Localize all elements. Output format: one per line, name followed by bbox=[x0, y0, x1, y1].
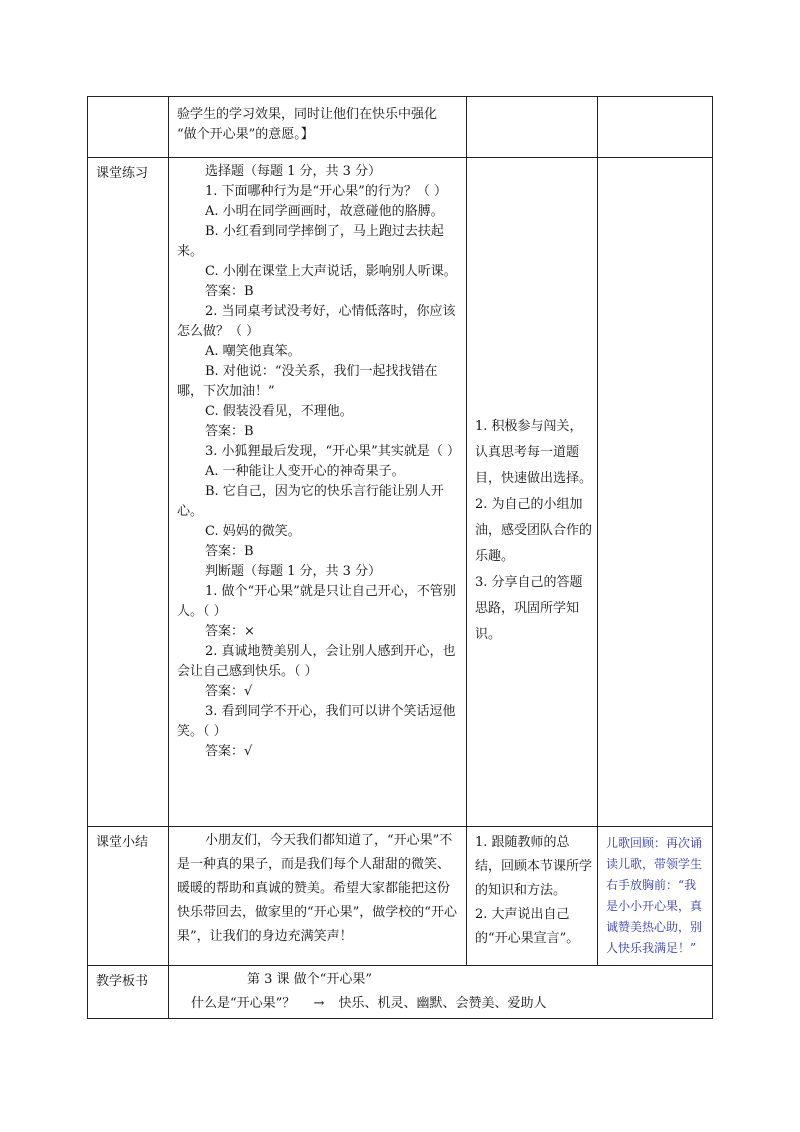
choice-q1-option-b: B. 小红看到同学摔倒了，马上跑过去扶起来。 bbox=[177, 224, 444, 259]
judge-q2: 2. 真诚地赞美别人，会让别人感到开心，也会让自己感到快乐。（ ） bbox=[177, 644, 456, 679]
continuation-student-cell bbox=[467, 97, 598, 158]
board-title: 第 3 课 做个“开心果” bbox=[247, 972, 372, 987]
choice-q2: 2. 当同桌考试没考好，心情低落时，你应该怎么做？（ ） bbox=[177, 304, 456, 339]
continuation-row bbox=[88, 97, 713, 158]
summary-student-cell bbox=[467, 827, 598, 966]
judge-q2-answer: 答案：√ bbox=[205, 684, 253, 699]
summary-label-cell bbox=[88, 827, 169, 966]
continuation-note-cell bbox=[598, 97, 713, 158]
practice-student-activity-3: 3. 分享自己的答题思路，巩固所学知识。 bbox=[475, 575, 583, 642]
summary-row bbox=[88, 827, 713, 966]
judge-q3-answer: 答案：√ bbox=[205, 744, 253, 759]
choice-q3-option-c: C. 妈妈的微笑。 bbox=[205, 524, 301, 539]
choice-q3-option-a: A. 一种能让人变开心的神奇果子。 bbox=[205, 464, 405, 479]
summary-content-cell bbox=[169, 827, 467, 966]
continuation-label-cell bbox=[88, 97, 169, 158]
summary-note: 儿歌回顾：再次诵读儿歌，带领学生右手放胸前：“我是小小开心果，真诚赞美热心助，别人快乐我满足！” bbox=[606, 836, 703, 955]
choice-section-heading: 选择题（每题 1 分，共 3 分） bbox=[205, 164, 382, 179]
choice-q2-option-a: A. 嘲笑他真笨。 bbox=[205, 344, 301, 359]
choice-q1: 1. 下面哪种行为是“开心果”的行为？（ ） bbox=[205, 184, 447, 199]
choice-q1-answer: 答案：B bbox=[205, 284, 254, 299]
choice-q3: 3. 小狐狸最后发现，“开心果”其实就是（ ） bbox=[205, 444, 460, 459]
practice-note-cell bbox=[598, 158, 713, 827]
board-line bbox=[169, 990, 712, 1014]
summary-text: 小朋友们，今天我们都知道了，“开心果”不是一种真的果子，而是我们每个人甜甜的微笑、暖暖的帮助和真诚的赞美。希望大家都能把这份快乐带回去，做家里的“开心果”，做学校的“开心果”，让我们的身边充满笑声！ bbox=[177, 833, 457, 944]
choice-q2-option-c: C. 假装没看见，不理他。 bbox=[205, 404, 353, 419]
right-arrow-icon: → bbox=[313, 996, 325, 1011]
practice-student-activity-2: 2. 为自己的小组加油，感受团队合作的乐趣。 bbox=[475, 497, 593, 564]
continuation-line-2: “做个开心果”的意愿。】 bbox=[177, 127, 314, 142]
lesson-plan-table bbox=[87, 96, 713, 1019]
choice-q2-option-b: B. 对他说：“没关系，我们一起找找错在哪，下次加油！” bbox=[177, 364, 438, 399]
judge-q3: 3. 看到同学不开心，我们可以讲个笑话逗他笑。（ ） bbox=[177, 704, 456, 739]
board-content-cell bbox=[169, 966, 713, 1019]
summary-label: 课堂小结 bbox=[96, 835, 149, 850]
practice-content-cell bbox=[169, 158, 467, 827]
practice-row bbox=[88, 158, 713, 827]
board-answer: 快乐、机灵、幽默、会赞美、爱助人 bbox=[338, 996, 547, 1011]
choice-q1-option-a: A. 小明在同学画画时，故意碰他的胳膊。 bbox=[205, 204, 444, 219]
judge-section-heading: 判断题（每题 1 分，共 3 分） bbox=[205, 564, 382, 579]
practice-label: 课堂练习 bbox=[96, 166, 149, 181]
continuation-content-cell bbox=[169, 97, 467, 158]
continuation-line-1: 验学生的学习效果，同时让他们在快乐中强化 bbox=[177, 107, 438, 122]
board-question: 什么是“开心果”？ bbox=[191, 996, 296, 1011]
board-label-cell bbox=[88, 966, 169, 1019]
board-row bbox=[88, 966, 713, 1019]
board-label: 教学板书 bbox=[96, 974, 149, 989]
practice-label-cell bbox=[88, 158, 169, 827]
practice-student-activity-1: 1. 积极参与闯关，认真思考每一道题目，快速做出选择。 bbox=[475, 419, 593, 486]
judge-q1: 1. 做个“开心果”就是只让自己开心，不管别人。（ ） bbox=[177, 584, 456, 619]
judge-q1-answer: 答案：× bbox=[205, 624, 255, 639]
choice-q3-option-b: B. 它自己，因为它的快乐言行能让别人开心。 bbox=[177, 484, 444, 519]
choice-q2-answer: 答案：B bbox=[205, 424, 254, 439]
summary-student-activity-2: 2. 大声说出自己的“开心果宣言”。 bbox=[475, 907, 580, 946]
practice-question-list bbox=[169, 158, 466, 762]
choice-q1-option-c: C. 小刚在课堂上大声说话，影响别人听课。 bbox=[205, 264, 457, 279]
choice-q3-answer: 答案：B bbox=[205, 544, 254, 559]
practice-student-cell bbox=[467, 158, 598, 827]
summary-note-cell bbox=[598, 827, 713, 966]
summary-student-activity-1: 1. 跟随教师的总结，回顾本节课所学的知识和方法。 bbox=[475, 835, 593, 898]
